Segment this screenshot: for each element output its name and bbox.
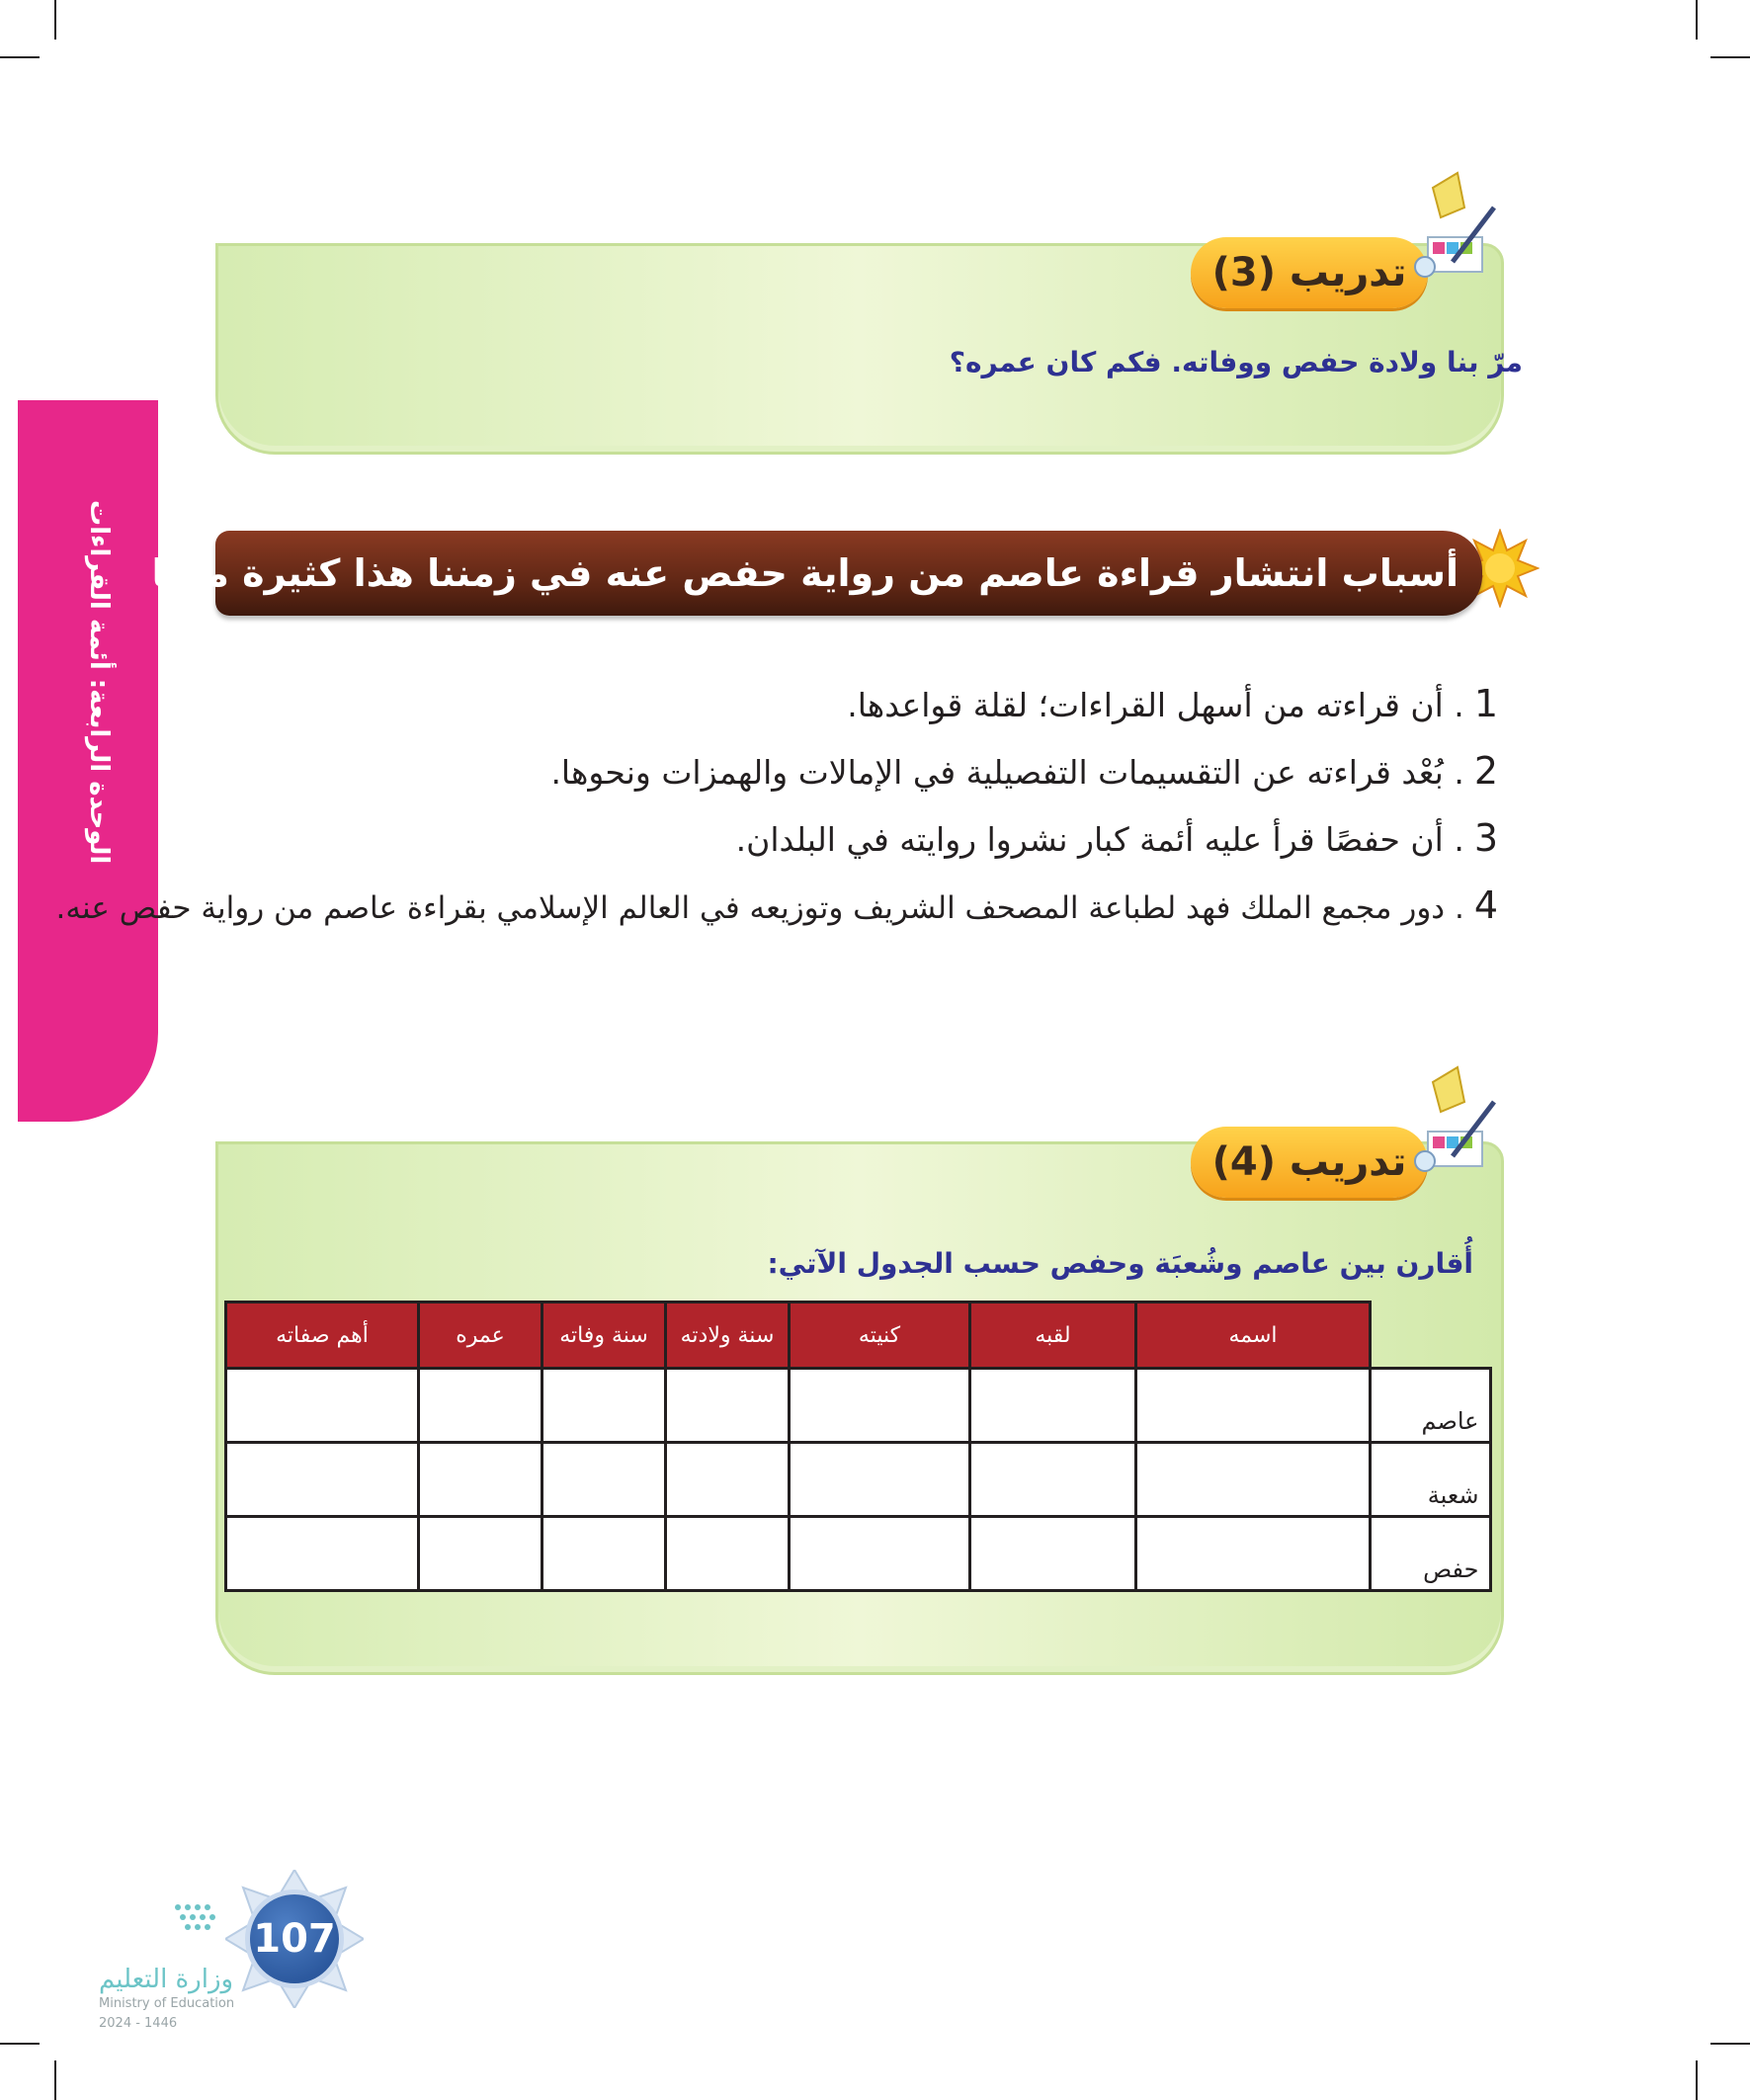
list-item-text: . أن قراءته من أسهل القراءات؛ لقلة قواعدها. <box>847 686 1464 724</box>
crop-mark <box>1710 56 1750 58</box>
exercise-4-badge-label: تدريب (4) <box>1211 1139 1407 1185</box>
crop-mark <box>1696 2060 1698 2100</box>
list-item-number: 2 <box>1473 749 1498 793</box>
crop-mark <box>1696 0 1698 40</box>
table-corner <box>1371 1302 1491 1369</box>
table-header-cell: عمره <box>419 1302 542 1369</box>
table-header-row <box>226 1302 1491 1369</box>
answer-cell[interactable] <box>419 1443 542 1517</box>
answer-cell[interactable] <box>542 1517 666 1591</box>
answer-cell[interactable] <box>1136 1443 1371 1517</box>
list-item <box>736 816 1498 860</box>
ministry-name-ar: وزارة التعليم <box>99 1965 234 1994</box>
table-header-cell: اسمه <box>1136 1302 1371 1369</box>
exercise-3-badge <box>1191 237 1428 308</box>
list-item-text: . بُعْد قراءته عن التقسيمات التفصيلية في الإمالات والهمزات ونحوها. <box>550 753 1464 792</box>
list-item-number: 1 <box>1473 682 1498 725</box>
answer-cell[interactable] <box>419 1517 542 1591</box>
list-item <box>550 749 1498 793</box>
list-item <box>56 883 1498 927</box>
answer-cell[interactable] <box>666 1443 790 1517</box>
answer-cell[interactable] <box>542 1369 666 1443</box>
crop-mark <box>54 0 56 40</box>
table-header-cell: سنة ولادته <box>666 1302 790 1369</box>
exercise-pen-icon <box>1403 1062 1502 1181</box>
ministry-year: 2024 - 1446 <box>99 2016 178 2031</box>
list-item-text: . دور مجمع الملك فهد لطباعة المصحف الشريف وتوزيعه في العالم الإسلامي بقراءة عاصم من رواية حفص عنه. <box>55 890 1464 926</box>
answer-cell[interactable] <box>419 1369 542 1443</box>
exercise-4-badge <box>1191 1127 1428 1198</box>
answer-cell[interactable] <box>1136 1369 1371 1443</box>
ministry-dots-logo <box>173 1899 232 1949</box>
exercise-pen-icon <box>1403 168 1502 287</box>
list-item-text: . أن حفصًا قرأ عليه أئمة كبار نشروا روايته في البلدان. <box>735 820 1464 859</box>
page-number: 107 <box>245 1890 344 1988</box>
answer-cell[interactable] <box>226 1443 419 1517</box>
ministry-name-en: Ministry of Education <box>99 1996 235 2011</box>
table-row-label: حفص <box>1371 1517 1491 1591</box>
answer-cell[interactable] <box>666 1517 790 1591</box>
answer-cell[interactable] <box>970 1369 1136 1443</box>
answer-cell[interactable] <box>790 1517 970 1591</box>
answer-cell[interactable] <box>790 1443 970 1517</box>
list-item-number: 4 <box>1473 883 1498 927</box>
table-header-cell: لقبه <box>970 1302 1136 1369</box>
unit-side-tab-label: الوحدة الرابعة: أئمة القراءات <box>84 499 114 865</box>
answer-cell[interactable] <box>226 1517 419 1591</box>
table-header-cell: أهم صفاته <box>226 1302 419 1369</box>
crop-mark <box>0 2043 40 2045</box>
answer-cell[interactable] <box>1136 1517 1371 1591</box>
table-header-cell: سنة وفاته <box>542 1302 666 1369</box>
table-row <box>226 1517 1491 1591</box>
answer-cell[interactable] <box>226 1369 419 1443</box>
list-item <box>847 682 1498 725</box>
crop-mark <box>1710 2043 1750 2045</box>
exercise-3-question: مرّ بنا ولادة حفص ووفاته. فكم كان عمره؟ <box>949 346 1523 378</box>
answer-cell[interactable] <box>542 1443 666 1517</box>
answer-cell[interactable] <box>970 1517 1136 1591</box>
section-title: أسباب انتشار قراءة عاصم من رواية حفص عنه في زمننا هذا كثيرة منها <box>151 551 1458 595</box>
table-row <box>226 1369 1491 1443</box>
list-item-number: 3 <box>1473 816 1498 860</box>
exercise-4-question: أُقارن بين عاصم وشُعبَة وحفص حسب الجدول الآتي: <box>767 1247 1473 1280</box>
comparison-table <box>224 1301 1492 1592</box>
crop-mark <box>54 2060 56 2100</box>
table-row <box>226 1443 1491 1517</box>
table-header-cell: كنيته <box>790 1302 970 1369</box>
exercise-3-badge-label: تدريب (3) <box>1211 250 1407 295</box>
crop-mark <box>0 56 40 58</box>
answer-cell[interactable] <box>970 1443 1136 1517</box>
answer-cell[interactable] <box>666 1369 790 1443</box>
answer-cell[interactable] <box>790 1369 970 1443</box>
table-row-label: شعبة <box>1371 1443 1491 1517</box>
table-row-label: عاصم <box>1371 1369 1491 1443</box>
